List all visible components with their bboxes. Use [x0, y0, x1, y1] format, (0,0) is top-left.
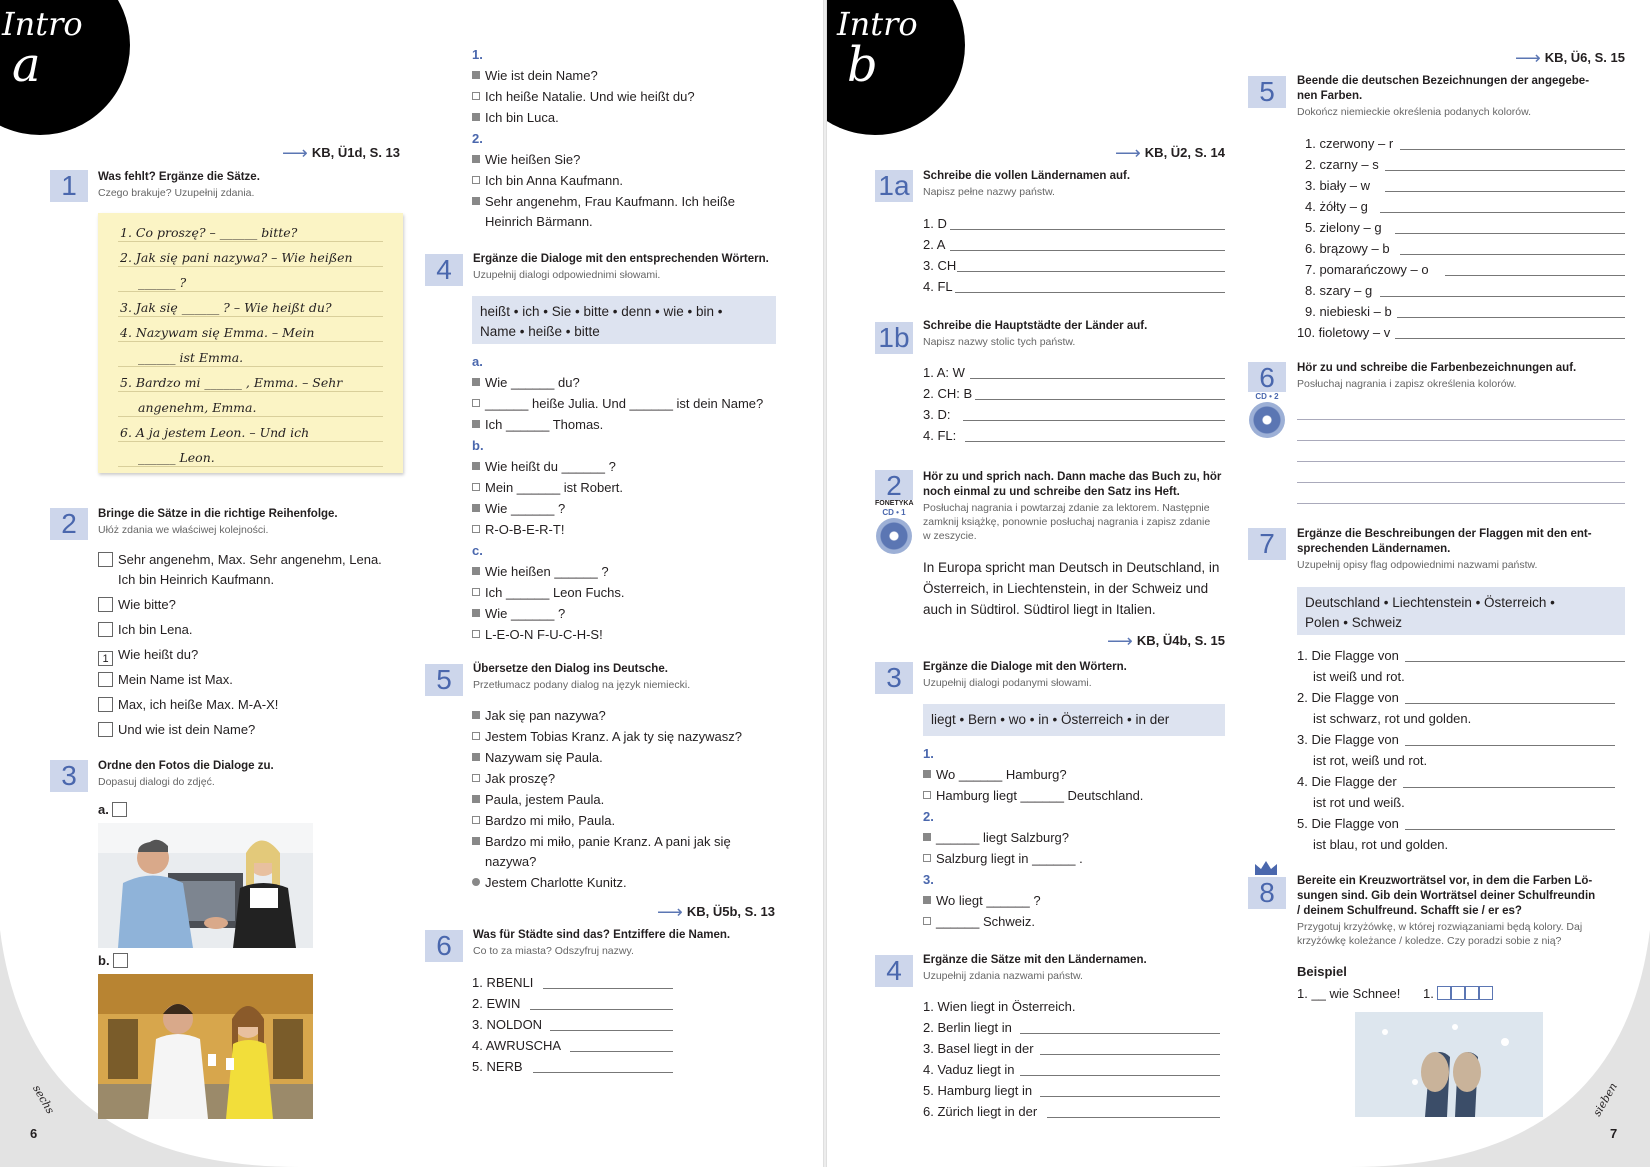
exercise-subtitle: Napisz pełne nazwy państw.: [923, 186, 1055, 198]
intro-word: Intro: [837, 5, 918, 43]
exercise-title: sprechenden Ländernamen.: [1297, 543, 1451, 555]
country-item: 1. D: [923, 216, 947, 231]
flag-item-continued: ist rot und weiß.: [1313, 795, 1405, 810]
exercise-title: sungen sind. Gib dein Worträtsel deiner Schulfreundin: [1297, 890, 1596, 902]
sentence-item: 2. Berlin liegt in: [923, 1020, 1012, 1035]
answer-line[interactable]: [957, 271, 1225, 272]
answer-line[interactable]: [1297, 419, 1625, 420]
exercise-title: nen Farben.: [1297, 90, 1363, 102]
gap-line[interactable]: ______ liegt Salzburg?: [923, 829, 1069, 847]
exercise-number: 3: [875, 662, 913, 694]
order-item-continued: Ich bin Heinrich Kaufmann.: [118, 572, 275, 587]
answer-line[interactable]: [1400, 149, 1625, 150]
intro-letter: a: [12, 37, 41, 93]
gap-line[interactable]: Wie ______ du?: [472, 374, 580, 392]
order-box[interactable]: 1: [98, 651, 113, 666]
gap-line[interactable]: Wo liegt ______ ?: [923, 892, 1041, 910]
arrow-right-icon: ⟶: [1514, 48, 1541, 68]
city-item: 1. RBENLI: [472, 975, 534, 990]
answer-line[interactable]: [950, 250, 1225, 251]
dialogue-heading: b.: [472, 438, 484, 453]
gap-line[interactable]: L-E-O-N F-U-C-H-S!: [472, 626, 603, 644]
order-box[interactable]: [98, 552, 113, 567]
book-gutter: [823, 0, 827, 1167]
colour-item: 6. brązowy – b: [1305, 241, 1390, 256]
exercise-title: Übersetze den Dialog ins Deutsche.: [473, 663, 668, 675]
dialogue-line: Heinrich Bärmann.: [485, 214, 593, 229]
sentence-item: 1. Wien liegt in Österreich.: [923, 999, 1076, 1014]
order-item[interactable]: Und wie ist dein Name?: [98, 721, 255, 739]
answer-line[interactable]: [955, 292, 1225, 293]
order-item[interactable]: 1 Wie heißt du?: [98, 646, 198, 666]
answer-line[interactable]: [970, 378, 1225, 379]
dialogue-line: Ich bin Luca.: [472, 109, 559, 127]
cd-icon[interactable]: [1249, 402, 1285, 438]
exercise-title: Was für Städte sind das? Entziffere die Namen.: [473, 929, 731, 941]
answer-line[interactable]: [1405, 661, 1625, 662]
flag-item-continued: ist schwarz, rot und golden.: [1313, 711, 1472, 726]
dialogue-line: Paula, jestem Paula.: [472, 791, 604, 809]
order-box[interactable]: [98, 672, 113, 687]
exercise-subtitle: Ułóż zdania we właściwej kolejności.: [98, 524, 269, 536]
colour-item: 7. pomarańczowy – o: [1305, 262, 1429, 277]
country-item: 2. A: [923, 237, 946, 252]
arrow-right-icon: ⟶: [282, 143, 308, 163]
phonetics-tag: FONETYKA: [875, 500, 914, 507]
exercise-title: Schreibe die vollen Ländernamen auf.: [923, 170, 1131, 182]
capital-item: 4. FL:: [923, 428, 957, 443]
capital-item: 3. D:: [923, 407, 951, 422]
flag-item: 3. Die Flagge von: [1297, 732, 1399, 747]
gap-line[interactable]: Wo ______ Hamburg?: [923, 766, 1067, 784]
dialogue-line: Jak się pan nazywa?: [472, 707, 606, 725]
photo-label-a[interactable]: a.: [98, 801, 132, 819]
answer-box[interactable]: [113, 953, 128, 968]
answer-line[interactable]: [1297, 482, 1625, 483]
dictation-text: auch in Südtirol. Südtirol liegt in Italien.: [923, 602, 1156, 617]
intro-letter: b: [847, 37, 878, 93]
arrow-right-icon: ⟶: [1107, 631, 1133, 651]
flag-item: 5. Die Flagge von: [1297, 816, 1399, 831]
answer-line[interactable]: [1395, 338, 1625, 339]
kb-reference: ⟶ KB, Ü2, S. 14: [1114, 143, 1225, 163]
dialogue-heading: 2.: [923, 809, 934, 824]
exercise-subtitle: Dopasuj dialogi do zdjęć.: [98, 776, 215, 788]
dialogue-line: Sehr angenehm, Frau Kaufmann. Ich heiße: [472, 193, 735, 211]
dialogue-heading: 2.: [472, 131, 483, 146]
flag-item-continued: ist weiß und rot.: [1313, 669, 1405, 684]
order-item[interactable]: Mein Name ist Max.: [98, 671, 233, 689]
answer-line[interactable]: [1405, 829, 1615, 830]
gap-line[interactable]: Wie ______ ?: [472, 605, 565, 623]
dialogue-line: Ich heiße Natalie. Und wie heißt du?: [472, 88, 695, 106]
exercise-subtitle: Uzupełnij dialogi odpowiednimi słowami.: [473, 269, 661, 281]
word-bank: heißt • ich • Sie • bitte • denn • wie • bin • Name • heiße • bitte: [472, 296, 776, 344]
exercise-number: 3: [50, 760, 88, 792]
colour-item: 4. żółty – g: [1305, 199, 1368, 214]
exercise-title: Ergänze die Sätze mit den Ländernamen.: [923, 954, 1147, 966]
dialogue-line: Bardzo mi miło, Paula.: [472, 812, 615, 830]
page-word: sechs: [30, 1082, 57, 1117]
exercise-number: 4: [425, 254, 463, 286]
note-line: 6. A ja jestem Leon. – Und ich: [120, 425, 310, 440]
gap-line[interactable]: Salzburg liegt in ______ .: [923, 850, 1083, 868]
exercise-subtitle: Przygotuj krzyżówkę, w której rozwiązaniami będą kolory. Daj: [1297, 921, 1583, 933]
order-box[interactable]: [98, 597, 113, 612]
gap-line[interactable]: Mein ______ ist Robert.: [472, 479, 623, 497]
answer-line[interactable]: [1020, 1075, 1220, 1076]
dialogue-heading: a.: [472, 354, 483, 369]
arrow-right-icon: ⟶: [657, 902, 683, 922]
sentence-item: 6. Zürich liegt in der: [923, 1104, 1038, 1119]
city-item: 5. NERB: [472, 1059, 523, 1074]
order-item[interactable]: Max, ich heiße Max. M-A-X!: [98, 696, 278, 714]
colour-item: 2. czarny – s: [1305, 157, 1379, 172]
dialogue-line: Jestem Charlotte Kunitz.: [472, 874, 627, 892]
kb-reference: ⟶ KB, Ü1d, S. 13: [282, 143, 400, 163]
colour-item: 8. szary – g: [1305, 283, 1373, 298]
exercise-title: Bereite ein Kreuzworträtsel vor, in dem die Farben Lö-: [1297, 875, 1593, 887]
exercise-subtitle: Dokończ niemieckie określenia podanych kolorów.: [1297, 106, 1532, 118]
exercise-number: 8: [1248, 877, 1286, 909]
flag-item-continued: ist rot, weiß und rot.: [1313, 753, 1428, 768]
answer-line[interactable]: [1397, 317, 1625, 318]
gap-line[interactable]: Wie heißen ______ ?: [472, 563, 609, 581]
colour-item: 3. biały – w: [1305, 178, 1371, 193]
exercise-number: 1a: [875, 170, 913, 202]
flag-item: 4. Die Flagge der: [1297, 774, 1397, 789]
answer-box[interactable]: [112, 802, 127, 817]
exercise-number: 4: [875, 955, 913, 987]
dialogue-heading: 1.: [472, 47, 483, 62]
colour-item: 1. czerwony – r: [1305, 136, 1394, 151]
exercise-title: Was fehlt? Ergänze die Sätze.: [98, 171, 260, 183]
cd-icon[interactable]: [876, 518, 912, 554]
answer-line[interactable]: [570, 1051, 673, 1052]
exercise-subtitle: zamknij książkę, ponownie posłuchaj nagrania i zapisz zdanie: [923, 516, 1211, 528]
order-box[interactable]: [98, 697, 113, 712]
gap-line[interactable]: Ich ______ Leon Fuchs.: [472, 584, 625, 602]
answer-line[interactable]: [1297, 503, 1625, 504]
word-bank: liegt • Bern • wo • in • Österreich • in der: [923, 704, 1225, 736]
gap-line[interactable]: Hamburg liegt ______ Deutschland.: [923, 787, 1143, 805]
exercise-number: 7: [1248, 528, 1286, 560]
order-box[interactable]: [98, 722, 113, 737]
gap-line[interactable]: ______ Schweiz.: [923, 913, 1035, 931]
dialogue-heading: 1.: [923, 746, 934, 761]
city-item: 4. AWRUSCHA: [472, 1038, 562, 1053]
exercise-subtitle: Uzupełnij dialogi podanymi słowami.: [923, 677, 1092, 689]
page-word: sieben: [1590, 1080, 1620, 1119]
sentence-item: 3. Basel liegt in der: [923, 1041, 1034, 1056]
exercise-subtitle: krzyżówkę koleżance / koledze. Czy poradzi sobie z nią?: [1297, 935, 1562, 947]
dialogue-line: Nazywam się Paula.: [472, 749, 603, 767]
photo-handshake: [98, 823, 313, 948]
crossword-example: 1.: [1423, 985, 1493, 1003]
answer-line[interactable]: [533, 1072, 673, 1073]
exercise-title: Schreibe die Hauptstädte der Länder auf.: [923, 320, 1148, 332]
sticky-note: [98, 213, 403, 473]
answer-line[interactable]: [1445, 275, 1625, 276]
example-clue: 1. __ wie Schnee!: [1297, 986, 1401, 1001]
order-box[interactable]: [98, 622, 113, 637]
cd-label: CD • 2: [1255, 392, 1279, 401]
gap-line[interactable]: R-O-B-E-R-T!: [472, 521, 564, 539]
city-item: 2. EWIN: [472, 996, 521, 1011]
answer-line[interactable]: [530, 1009, 673, 1010]
gap-line[interactable]: ______ heiße Julia. Und ______ ist dein Name?: [472, 395, 763, 413]
answer-line[interactable]: [543, 988, 673, 989]
sentence-item: 5. Hamburg liegt in: [923, 1083, 1033, 1098]
exercise-title: Ordne den Fotos die Dialoge zu.: [98, 760, 274, 772]
exercise-subtitle: Uzupełnij zdania nazwami państw.: [923, 970, 1083, 982]
answer-line[interactable]: [965, 441, 1225, 442]
exercise-subtitle: Posłuchaj nagrania i zapisz określenia kolorów.: [1297, 378, 1517, 390]
exercise-title: Beende die deutschen Bezeichnungen der angegebe-: [1297, 75, 1590, 87]
dialogue-heading: 3.: [923, 872, 934, 887]
answer-line[interactable]: [1385, 191, 1625, 192]
example-heading: Beispiel: [1297, 964, 1347, 979]
dialogue-line: Wie heißen Sie?: [472, 151, 580, 169]
answer-line[interactable]: [1040, 1054, 1220, 1055]
exercise-title: Ergänze die Beschreibungen der Flaggen mit den ent-: [1297, 528, 1592, 540]
flag-item-continued: ist blau, rot und golden.: [1313, 837, 1449, 852]
note-line: 5. Bardzo mi ______ , Emma. – Sehr: [120, 375, 343, 390]
answer-line[interactable]: [963, 420, 1225, 421]
order-item[interactable]: Ich bin Lena.: [98, 621, 192, 639]
note-line: 1. Co proszę? – ______ bitte?: [120, 225, 298, 240]
exercise-number: 6: [1248, 362, 1286, 392]
answer-line[interactable]: [1403, 787, 1615, 788]
dialogue-heading: c.: [472, 543, 483, 558]
exercise-subtitle: w zeszycie.: [923, 530, 977, 542]
answer-line[interactable]: [1297, 440, 1625, 441]
answer-line[interactable]: [975, 399, 1225, 400]
exercise-subtitle: Posłuchaj nagrania i powtarzaj zdanie za lektorem. Następnie: [923, 502, 1210, 514]
dictation-text: Österreich, in Liechtenstein, in der Schweiz und: [923, 581, 1209, 596]
photo-boots-in-snow: [1355, 1012, 1543, 1117]
note-line: 4. Nazywam się Emma. – Mein: [120, 325, 315, 340]
dictation-text: In Europa spricht man Deutsch in Deutschland, in: [923, 560, 1220, 575]
exercise-title: Ergänze die Dialoge mit den Wörtern.: [923, 661, 1127, 673]
dialogue-line: Wie ist dein Name?: [472, 67, 598, 85]
exercise-number: 5: [1248, 76, 1286, 108]
city-item: 3. NOLDON: [472, 1017, 543, 1032]
page-number: 6: [30, 1126, 38, 1141]
kb-reference: ⟶ KB, Ü4b, S. 15: [1107, 631, 1225, 651]
flag-item: 1. Die Flagge von: [1297, 648, 1399, 663]
exercise-number: 1: [50, 170, 88, 202]
note-line: ______ ist Emma.: [138, 350, 244, 365]
answer-line[interactable]: [950, 229, 1225, 230]
capital-item: 2. CH: B: [923, 386, 973, 401]
dialogue-line: Jestem Tobias Kranz. A jak ty się nazywasz?: [472, 728, 742, 746]
note-line: 2. Jak się pani nazywa? – Wie heißen: [120, 250, 353, 265]
dialogue-line: nazywa?: [485, 854, 537, 869]
cd-label: CD • 1: [882, 508, 906, 517]
colour-item: 9. niebieski – b: [1305, 304, 1392, 319]
exercise-number: 2: [875, 470, 913, 500]
answer-line[interactable]: [1400, 254, 1625, 255]
country-item: 3. CH: [923, 258, 957, 273]
answer-line[interactable]: [1385, 170, 1625, 171]
crown-icon: [1254, 860, 1278, 876]
answer-line[interactable]: [1405, 745, 1615, 746]
photo-label-b[interactable]: b.: [98, 952, 133, 970]
answer-line[interactable]: [1395, 233, 1625, 234]
exercise-title: Ergänze die Dialoge mit den entsprechenden Wörtern.: [473, 253, 769, 265]
dialogue-line: Ich bin Anna Kaufmann.: [472, 172, 623, 190]
dialogue-line: Jak proszę?: [472, 770, 555, 788]
exercise-subtitle: Napisz nazwy stolic tych państw.: [923, 336, 1076, 348]
page-number: 7: [1610, 1126, 1618, 1141]
exercise-number: 5: [425, 664, 463, 696]
colour-item: 10. fioletowy – v: [1297, 325, 1391, 340]
exercise-title: Bringe die Sätze in die richtige Reihenfolge.: [98, 508, 338, 520]
exercise-number: 6: [425, 930, 463, 962]
answer-line[interactable]: [1047, 1117, 1220, 1118]
gap-line[interactable]: Wie ______ ?: [472, 500, 565, 518]
exercise-subtitle: Przetłumacz podany dialog na język niemiecki.: [473, 679, 691, 691]
capital-item: 1. A: W: [923, 365, 965, 380]
note-line: angenehm, Emma.: [138, 400, 257, 415]
kb-reference: ⟶ KB, Ü5b, S. 13: [657, 902, 775, 922]
note-line: ______ Leon.: [138, 450, 215, 465]
exercise-title: noch einmal zu und schreibe den Satz ins Heft.: [923, 486, 1180, 498]
exercise-title: / deinem Schulfreund. Schafft sie / er es?: [1297, 905, 1522, 917]
flag-item: 2. Die Flagge von: [1297, 690, 1399, 705]
photo-coffee-couple: [98, 974, 313, 1119]
gap-line[interactable]: Wie heißt du ______ ?: [472, 458, 616, 476]
kb-reference: ⟶ KB, Ü6, S. 15: [1514, 48, 1625, 68]
sentence-item: 4. Vaduz liegt in: [923, 1062, 1015, 1077]
exercise-title: Hör zu und schreibe die Farbenbezeichnungen auf.: [1297, 362, 1577, 374]
arrow-right-icon: ⟶: [1114, 143, 1141, 163]
exercise-subtitle: Uzupełnij opisy flag odpowiednimi nazwami państw.: [1297, 559, 1538, 571]
exercise-title: Hör zu und sprich nach. Dann mache das Buch zu, hör: [923, 471, 1222, 483]
word-bank: Deutschland • Liechtenstein • Österreich • Polen • Schweiz: [1297, 587, 1625, 635]
exercise-subtitle: Czego brakuje? Uzupełnij zdania.: [98, 187, 255, 199]
colour-item: 5. zielony – g: [1305, 220, 1382, 235]
answer-line[interactable]: [1020, 1033, 1220, 1034]
exercise-number: 1b: [875, 322, 913, 354]
note-line: 3. Jak się ______ ? – Wie heißt du?: [120, 300, 332, 315]
dialogue-line: Bardzo mi miło, panie Kranz. A pani jak się: [472, 833, 731, 851]
answer-line[interactable]: [1040, 1096, 1220, 1097]
answer-line[interactable]: [550, 1030, 673, 1031]
answer-line[interactable]: [1380, 212, 1625, 213]
right-page: [825, 0, 1650, 1167]
answer-line[interactable]: [1297, 461, 1625, 462]
note-line: ______ ?: [138, 275, 187, 290]
answer-line[interactable]: [1380, 296, 1625, 297]
order-item[interactable]: Sehr angenehm, Max. Sehr angenehm, Lena.: [98, 551, 382, 569]
intro-word: Intro: [2, 5, 83, 43]
gap-line[interactable]: Ich ______ Thomas.: [472, 416, 603, 434]
exercise-number: 2: [50, 508, 88, 540]
answer-line[interactable]: [1405, 703, 1615, 704]
order-item[interactable]: Wie bitte?: [98, 596, 176, 614]
exercise-subtitle: Co to za miasta? Odszyfruj nazwy.: [473, 945, 634, 957]
country-item: 4. FL: [923, 279, 953, 294]
